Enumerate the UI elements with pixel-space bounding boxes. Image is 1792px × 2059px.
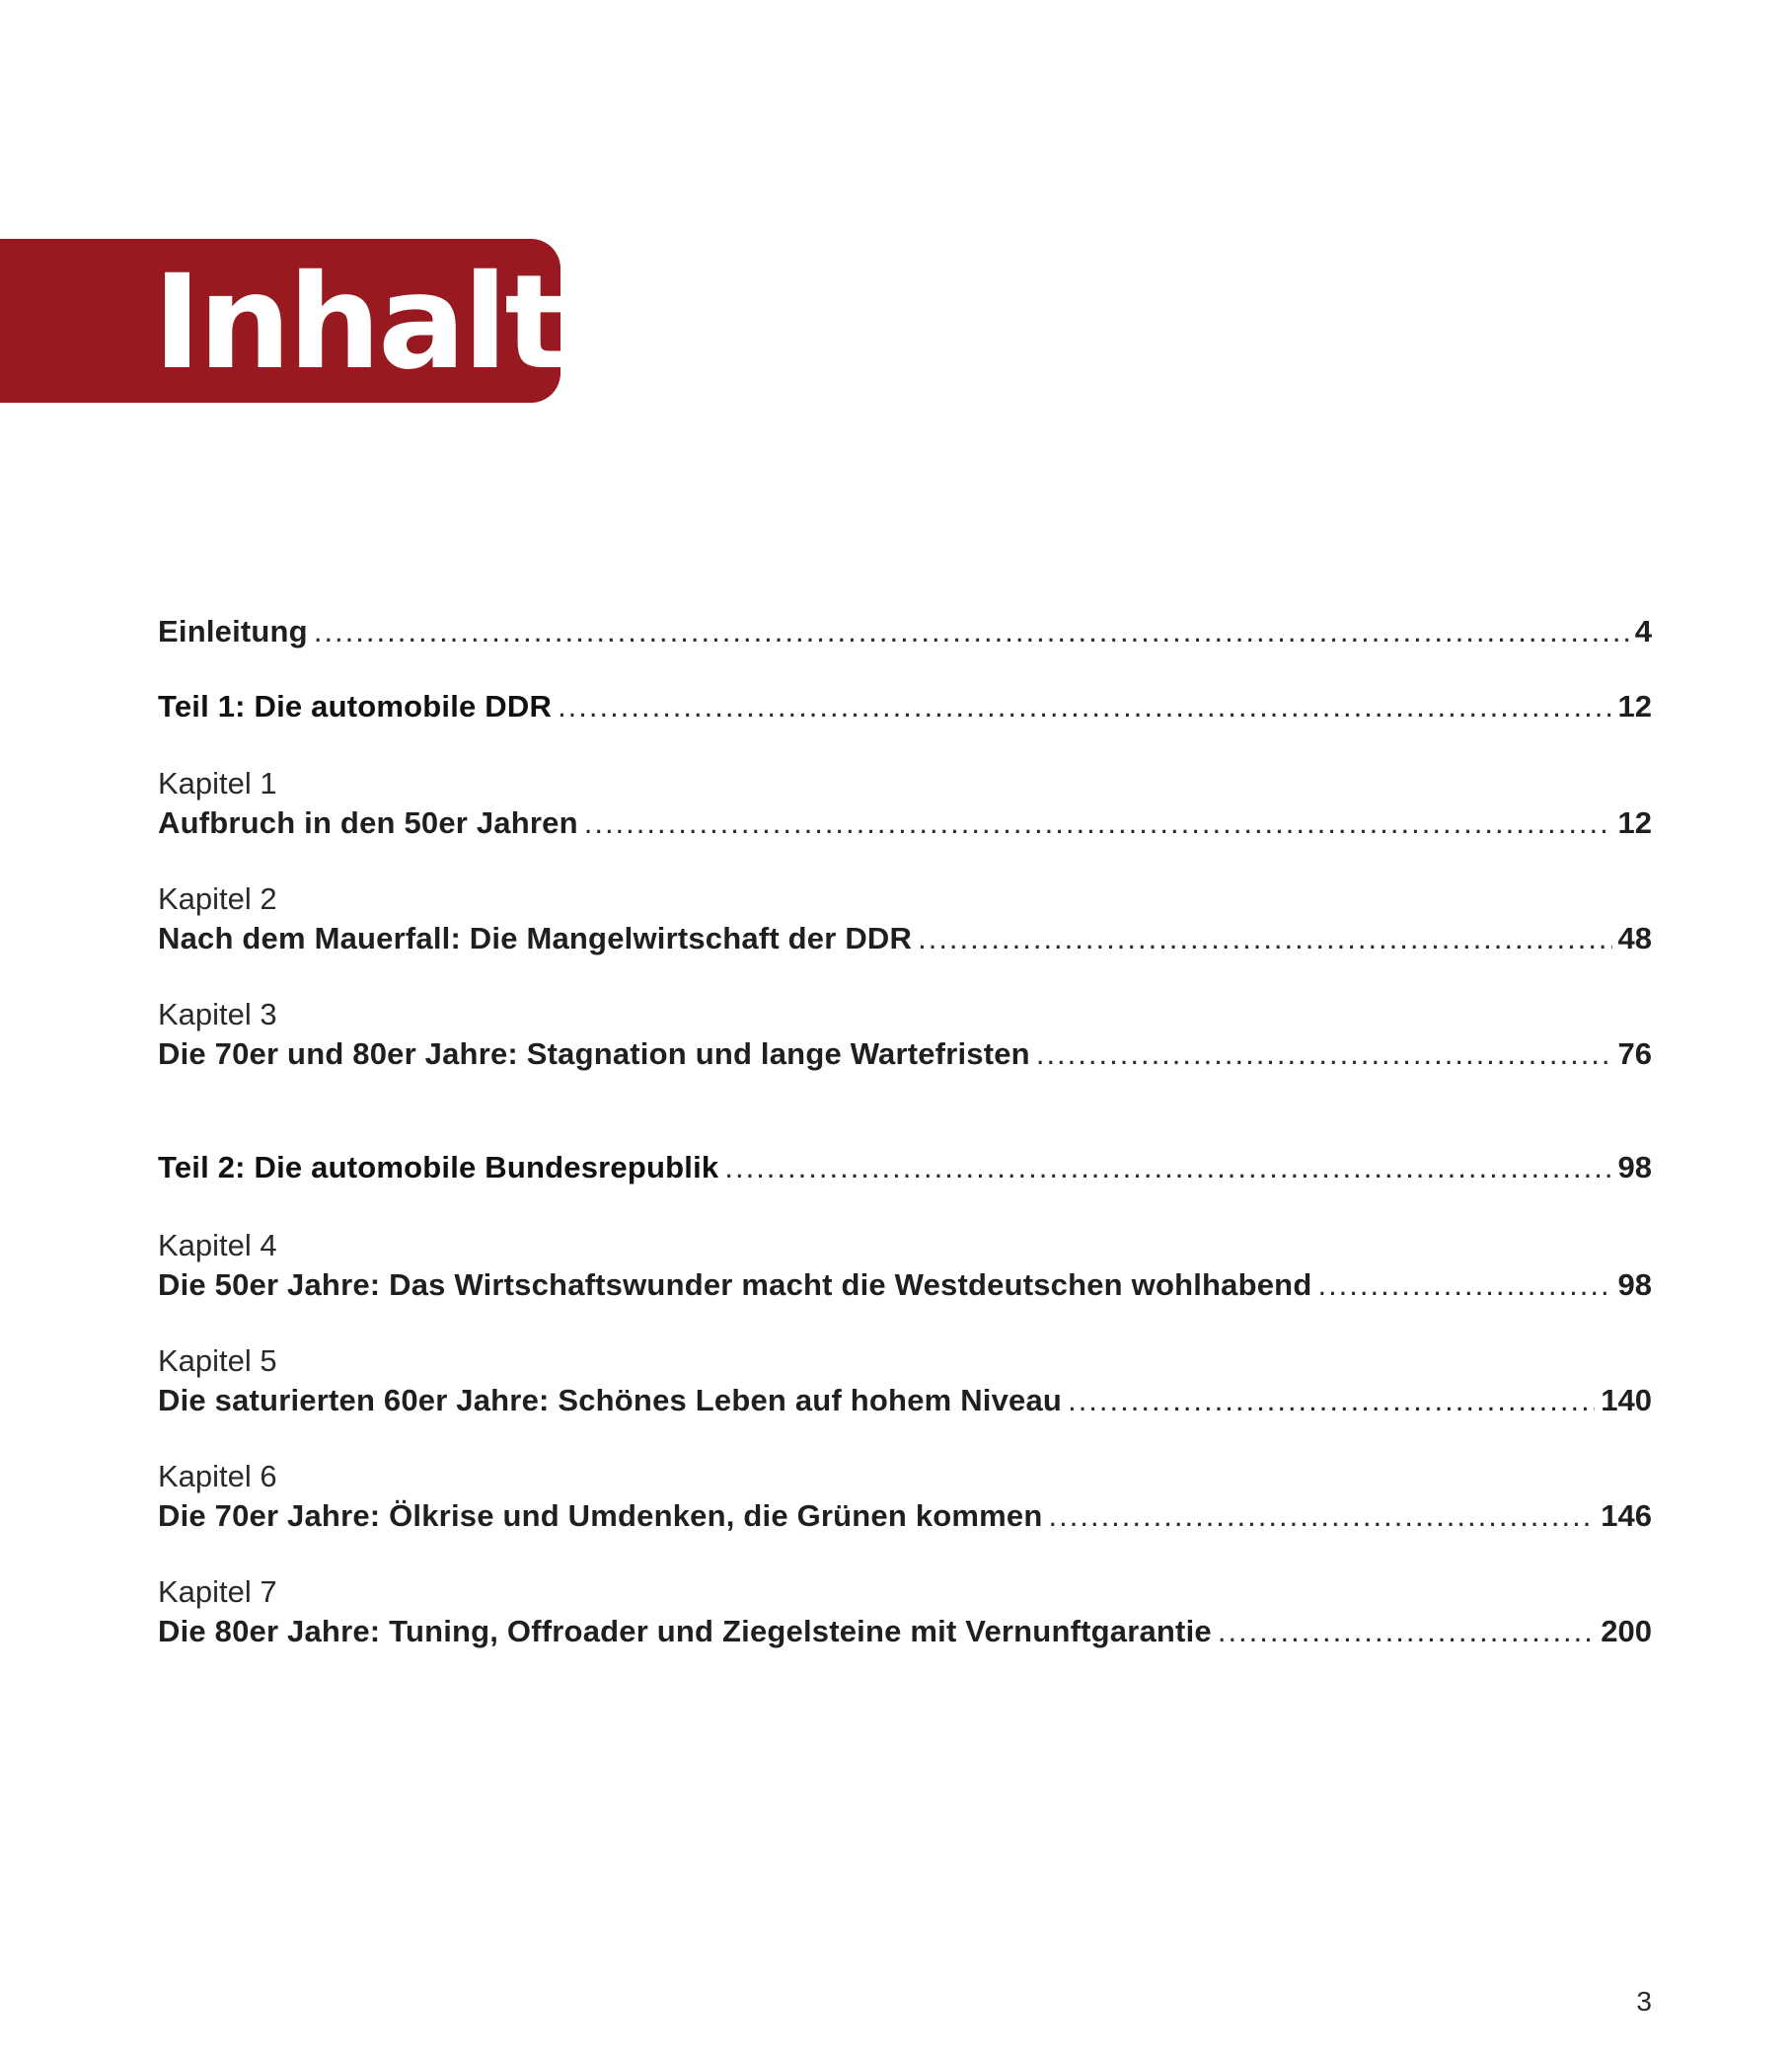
toc-chapter-number: Kapitel 6: [158, 1459, 277, 1493]
toc-entry-intro[interactable]: [158, 612, 1652, 651]
dot-leader: [1036, 1034, 1612, 1074]
toc-entry-label: Nach dem Mauerfall: Die Mangelwirtschaft der DDR: [158, 921, 913, 955]
toc-part-label: Teil 1: Die automobile DDR: [158, 689, 553, 724]
dot-leader: [1317, 1265, 1611, 1305]
toc-entry-chapter-5[interactable]: [158, 1341, 1652, 1420]
toc-page-number: 200: [1601, 1614, 1652, 1648]
toc-entry-label: Aufbruch in den 50er Jahren: [158, 805, 578, 840]
toc-entry-chapter-6[interactable]: [158, 1457, 1652, 1536]
toc-entry-chapter-2[interactable]: [158, 879, 1652, 958]
toc-page-number: 76: [1617, 1036, 1652, 1071]
toc-chapter-number: Kapitel 4: [158, 1228, 277, 1262]
toc-entry-chapter-4[interactable]: [158, 1226, 1652, 1305]
toc-page-number: 12: [1617, 805, 1652, 840]
toc-entry-label: Die 50er Jahre: Das Wirtschaftswunder macht die Westdeutschen wohlhabend: [158, 1267, 1312, 1302]
dot-leader: [1068, 1381, 1595, 1420]
dot-leader: [584, 803, 1612, 843]
toc-page-number: 4: [1634, 614, 1652, 648]
toc-chapter-number: Kapitel 2: [158, 881, 277, 916]
toc-entry-chapter-1[interactable]: [158, 764, 1652, 843]
toc-entry-chapter-7[interactable]: [158, 1572, 1652, 1651]
toc-chapter-number: Kapitel 5: [158, 1343, 277, 1378]
toc-page-number: 98: [1617, 1267, 1652, 1302]
toc-entry-label: Die 70er Jahre: Ölkrise und Umdenken, die Grünen kommen: [158, 1498, 1043, 1533]
toc-entry-label: Die saturierten 60er Jahre: Schönes Leben auf hohem Niveau: [158, 1383, 1063, 1417]
page-title: Inhalt: [153, 247, 564, 399]
toc-entry-part-2[interactable]: [158, 1148, 1652, 1187]
toc-chapter-number: Kapitel 3: [158, 997, 277, 1031]
toc-entry-label: Die 80er Jahre: Tuning, Offroader und Ziegelsteine mit Vernunftgarantie: [158, 1614, 1212, 1648]
dot-leader: [918, 919, 1611, 958]
dot-leader: [314, 612, 1629, 651]
dot-leader: [724, 1148, 1611, 1187]
toc-chapter-number: Kapitel 1: [158, 766, 277, 801]
toc-page-number: 98: [1617, 1150, 1652, 1184]
toc-entry-label: Die 70er und 80er Jahre: Stagnation und lange Wartefristen: [158, 1036, 1030, 1071]
toc-page-number: 146: [1601, 1498, 1652, 1533]
toc-chapter-number: Kapitel 7: [158, 1574, 277, 1609]
dot-leader: [1049, 1496, 1596, 1536]
toc-entry-part-1[interactable]: [158, 687, 1652, 726]
toc-page-number: 140: [1601, 1383, 1652, 1417]
toc-page-number: 48: [1617, 921, 1652, 955]
page-number: 3: [1636, 1986, 1652, 2017]
dot-leader: [558, 687, 1611, 726]
toc-entry-label: Einleitung: [158, 614, 308, 648]
dot-leader: [1218, 1612, 1595, 1651]
toc-entry-chapter-3[interactable]: [158, 995, 1652, 1074]
toc-part-label: Teil 2: Die automobile Bundesrepublik: [158, 1150, 719, 1184]
toc-page-number: 12: [1617, 689, 1652, 724]
